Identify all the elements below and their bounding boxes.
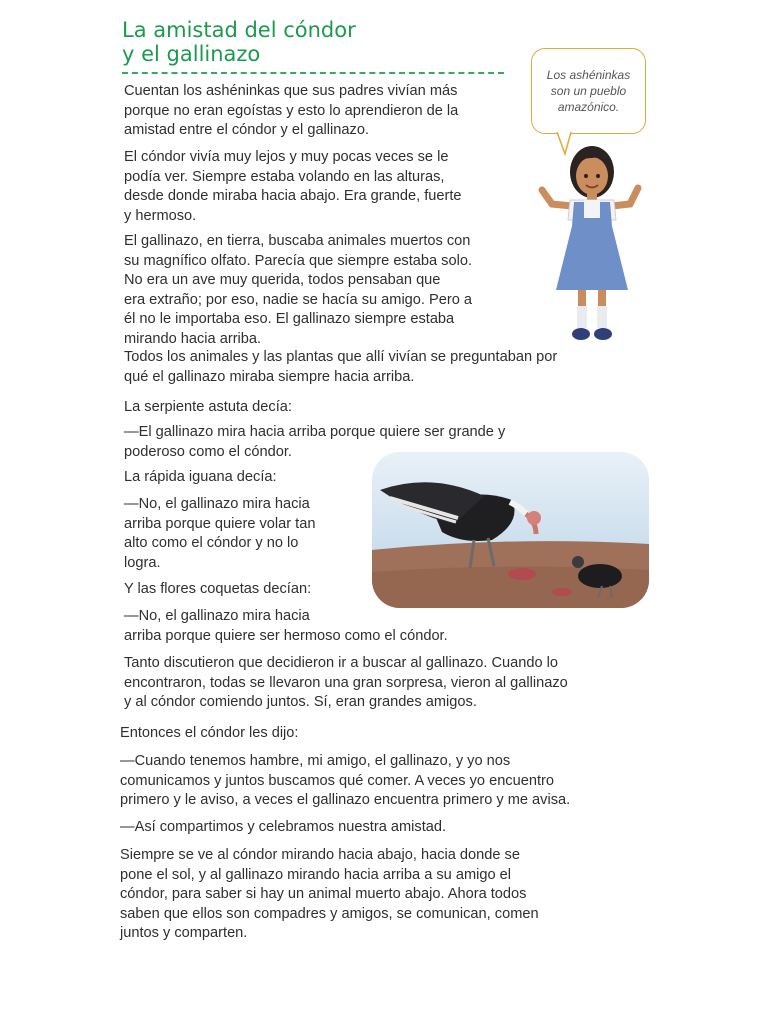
page-title bbox=[122, 18, 356, 66]
bubble-line-3: amazónico. bbox=[557, 100, 620, 114]
paragraph-compartimos: —Así compartimos y celebramos nuestra amistad. bbox=[120, 819, 447, 835]
paragraph-serpiente: La serpiente astuta decía: bbox=[124, 399, 292, 415]
paragraph-gallinazo: El gallinazo, en tierra, buscaba animales muertos con su magnífico olfato. Parecía que siempre estaba solo. No era un ave muy querida, todos pensaban que era extraño; por eso, nadie se hacía su amigo. Pero a él no le importaba eso. El gallinazo siempre estaba mirando hacia arriba. bbox=[124, 233, 473, 347]
title-divider bbox=[122, 72, 504, 74]
paragraph-condor-quote: —Cuando tenemos hambre, mi amigo, el gallinazo, y yo nos comunicamos y juntos buscamos qué comer. A veces yo encuentro primero y le aviso, a veces el gallinazo encuentra primero y me avisa. bbox=[120, 753, 571, 808]
bubble-line-2: son un pueblo bbox=[550, 84, 627, 98]
paragraph-condor-dijo: Entonces el cóndor les dijo: bbox=[120, 725, 299, 741]
paragraph-condor: El cóndor vivía muy lejos y muy pocas veces se le podía ver. Siempre estaba volando en las alturas, desde donde miraba hacia abajo. Era grande, fuerte y hermoso. bbox=[124, 149, 462, 224]
paragraph-flores-quote: —No, el gallinazo mira hacia arriba porque quiere ser hermoso como el cóndor. bbox=[124, 608, 448, 644]
paragraph-iguana: La rápida iguana decía: bbox=[124, 469, 277, 485]
paragraph-flores: Y las flores coquetas decían: bbox=[124, 581, 312, 597]
title-line-1: La amistad del cóndor bbox=[122, 18, 356, 42]
paragraph-final: Siempre se ve al cóndor mirando hacia abajo, hacia donde se pone el sol, y al gallinazo mirando hacia arriba a su amigo el cóndor, para saber si hay un animal muerto abajo. Ahora todos saben que ellos son compadres y amigos, se comunican, comen juntos y comparten. bbox=[120, 847, 539, 941]
paragraph-sorpresa: Tanto discutieron que decidieron ir a buscar al gallinazo. Cuando lo encontraron, todas se llevaron una gran sorpresa, vieron al gallinazo y al cóndor comiendo juntos. Sí, eran grandes amigos. bbox=[124, 655, 568, 710]
paragraph-animals: Todos los animales y las plantas que allí vivían se preguntaban por qué el gallinazo miraba siempre hacia arriba. bbox=[124, 349, 558, 385]
bubble-line-1: Los ashéninkas bbox=[546, 68, 631, 82]
condor-gallinazo-illustration bbox=[372, 452, 649, 608]
title-line-2: y el gallinazo bbox=[122, 42, 261, 66]
girl-illustration bbox=[528, 140, 646, 346]
paragraph-iguana-quote: —No, el gallinazo mira hacia arriba porque quiere volar tan alto como el cóndor y no lo logra. bbox=[124, 496, 316, 571]
paragraph-intro: Cuentan los ashéninkas que sus padres vivían más porque no eran egoístas y esto lo aprendieron de la amistad entre el cóndor y el gallinazo. bbox=[124, 83, 459, 138]
speech-bubble bbox=[531, 48, 646, 134]
paragraph-serpiente-quote: —El gallinazo mira hacia arriba porque quiere ser grande y poderoso como el cóndor. bbox=[124, 424, 506, 460]
